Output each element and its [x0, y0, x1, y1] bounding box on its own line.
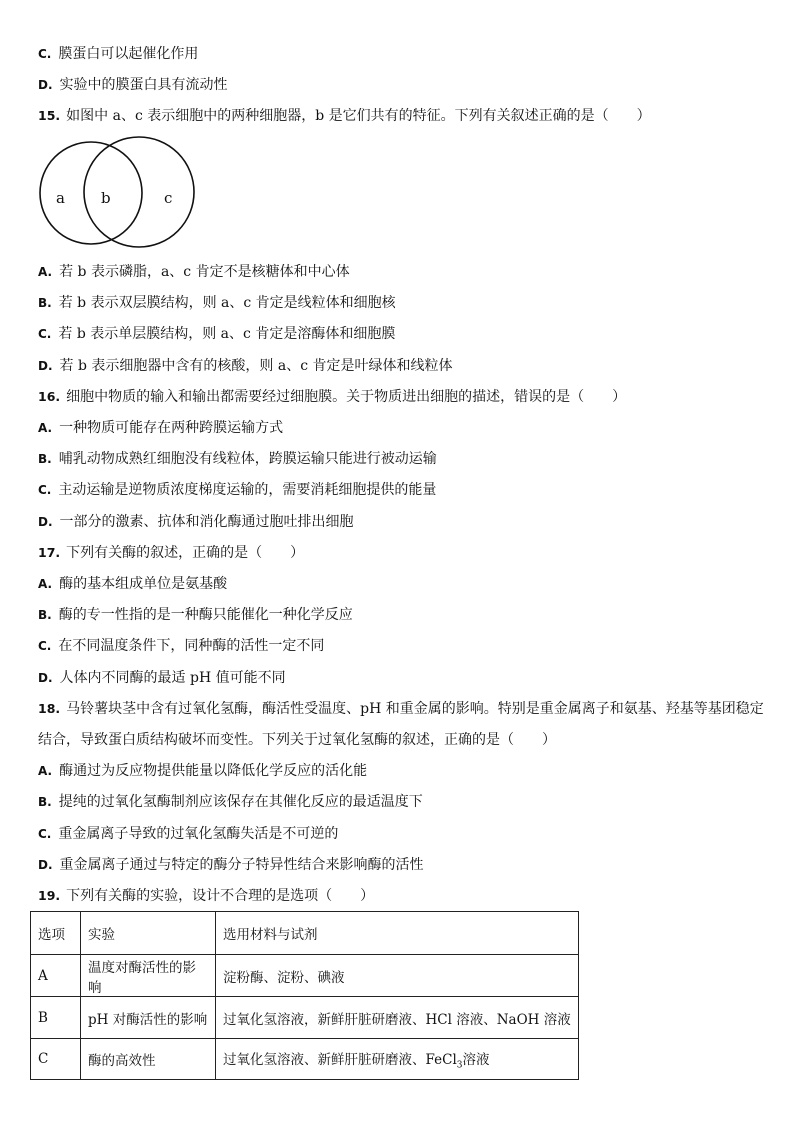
- option-15-c: [38, 325, 395, 343]
- option-letter: B.: [38, 795, 52, 809]
- option-text: 若 b 表示细胞器中含有的核酸，则 a、c 肯定是叶绿体和线粒体: [59, 358, 453, 374]
- table-header-cell: 实验: [81, 912, 216, 955]
- option-15-a: [38, 263, 350, 281]
- venn-label-a: a: [56, 189, 65, 207]
- option-text: 提纯的过氧化氢酶制剂应该保存在其催化反应的最适温度下: [58, 794, 423, 810]
- question-text: 下列有关酶的叙述，正确的是（ ）: [66, 545, 305, 561]
- option-text: 若 b 表示磷脂，a、c 肯定不是核糖体和中心体: [59, 264, 350, 280]
- option-text: 酶通过为反应物提供能量以降低化学反应的活化能: [59, 763, 368, 779]
- option-18-c: [38, 825, 338, 843]
- question-19-stem: [38, 887, 374, 905]
- subscript: 3: [456, 1060, 463, 1071]
- option-text: 若 b 表示双层膜结构，则 a、c 肯定是线粒体和细胞核: [58, 295, 396, 311]
- option-text: 一部分的激素、抗体和消化酶通过胞吐排出细胞: [59, 514, 354, 530]
- question-number: 19.: [38, 888, 61, 903]
- table-cell: pH 对酶活性的影响: [81, 997, 216, 1039]
- question-number: 18.: [38, 701, 61, 716]
- table-cell: 温度对酶活性的影响: [81, 955, 216, 997]
- option-16-a: [38, 419, 283, 437]
- option-letter: D.: [38, 515, 53, 529]
- venn-diagram: [38, 134, 200, 252]
- question-15-stem: [38, 107, 651, 125]
- option-letter: C.: [38, 47, 52, 61]
- option-letter: D.: [38, 858, 53, 872]
- option-text: 哺乳动物成熟红细胞没有线粒体，跨膜运输只能进行被动运输: [58, 451, 437, 467]
- table-cell-text: 溶液: [462, 1051, 490, 1068]
- option-18-a: [38, 762, 367, 780]
- option-16-b: [38, 450, 437, 468]
- option-text: 一种物质可能存在两种跨膜运输方式: [59, 420, 284, 436]
- option-text: 酶的基本组成单位是氨基酸: [59, 576, 228, 592]
- option-17-c: [38, 637, 324, 655]
- option-text: 若 b 表示单层膜结构，则 a、c 肯定是溶酶体和细胞膜: [58, 326, 396, 342]
- option-letter: D.: [38, 78, 53, 92]
- table-row: [31, 997, 579, 1039]
- option-16-c: [38, 481, 436, 499]
- option-18-d: [38, 856, 424, 874]
- question-18-stem-cont: [38, 731, 556, 749]
- option-18-b: [38, 793, 423, 811]
- table-cell: 过氧化氢溶液，新鲜肝脏研磨液、HCl 溶液、NaOH 溶液: [216, 997, 579, 1039]
- venn-label-c: c: [164, 189, 173, 207]
- option-letter: C.: [38, 483, 52, 497]
- venn-label-b: b: [101, 189, 111, 207]
- option-text: 主动运输是逆物质浓度梯度运输的，需要消耗细胞提供的能量: [58, 482, 437, 498]
- table-cell: 淀粉酶、淀粉、碘液: [216, 955, 579, 997]
- option-letter: D.: [38, 359, 53, 373]
- option-17-b: [38, 606, 353, 624]
- option-letter: A.: [38, 764, 53, 778]
- option-text: 在不同温度条件下，同种酶的活性一定不同: [58, 638, 325, 654]
- question-number: 16.: [38, 389, 61, 404]
- option-letter: C.: [38, 827, 52, 841]
- question-text: 细胞中物质的输入和输出都需要经过细胞膜。关于物质进出细胞的描述，错误的是（ ）: [66, 389, 627, 405]
- option-15-b: [38, 294, 396, 312]
- option-text: 人体内不同酶的最适 pH 值可能不同: [59, 670, 286, 686]
- option-text: 重金属离子通过与特定的酶分子特异性结合来影响酶的活性: [59, 857, 424, 873]
- table-cell-text: 过氧化氢溶液、新鲜肝脏研磨液、FeCl: [223, 1051, 457, 1068]
- experiment-table: [30, 911, 579, 1080]
- option-16-d: [38, 513, 354, 531]
- question-text: 下列有关酶的实验，设计不合理的是选项（ ）: [66, 888, 375, 904]
- option-letter: A.: [38, 265, 53, 279]
- option-17-a: [38, 575, 227, 593]
- question-number: 15.: [38, 108, 61, 123]
- question-16-stem: [38, 388, 626, 406]
- table-cell: [216, 1039, 579, 1080]
- option-15-c-prev: [38, 45, 198, 63]
- option-letter: C.: [38, 327, 52, 341]
- option-15-d-prev: [38, 76, 228, 94]
- option-letter: C.: [38, 639, 52, 653]
- question-text: 如图中 a、c 表示细胞中的两种细胞器，b 是它们共有的特征。下列有关叙述正确的是（ ）: [66, 108, 651, 124]
- question-text: 结合，导致蛋白质结构破坏而变性。下列关于过氧化氢酶的叙述，正确的是（ ）: [38, 732, 556, 748]
- table-header-cell: 选项: [31, 912, 81, 955]
- table-header-cell: 选用材料与试剂: [216, 912, 579, 955]
- question-18-stem: [38, 700, 764, 718]
- option-17-d: [38, 669, 286, 687]
- table-header-row: [31, 912, 579, 955]
- question-text: 马铃薯块茎中含有过氧化氢酶，酶活性受温度、pH 和重金属的影响。特别是重金属离子和氨基、羟基等基团稳定: [66, 701, 764, 717]
- table-cell: 酶的高效性: [81, 1039, 216, 1080]
- option-text: 实验中的膜蛋白具有流动性: [59, 77, 228, 93]
- table-cell: B: [31, 997, 81, 1039]
- option-text: 膜蛋白可以起催化作用: [58, 46, 199, 62]
- option-text: 酶的专一性指的是一种酶只能催化一种化学反应: [58, 607, 353, 623]
- option-letter: A.: [38, 577, 53, 591]
- option-letter: A.: [38, 421, 53, 435]
- option-letter: B.: [38, 296, 52, 310]
- option-15-d: [38, 357, 452, 375]
- table-row: [31, 1039, 579, 1080]
- table-cell: A: [31, 955, 81, 997]
- option-text: 重金属离子导致的过氧化氢酶失活是不可逆的: [58, 826, 339, 842]
- option-letter: B.: [38, 608, 52, 622]
- table-row: [31, 955, 579, 997]
- table-cell: C: [31, 1039, 81, 1080]
- option-letter: B.: [38, 452, 52, 466]
- question-17-stem: [38, 544, 304, 562]
- question-number: 17.: [38, 545, 61, 560]
- option-letter: D.: [38, 671, 53, 685]
